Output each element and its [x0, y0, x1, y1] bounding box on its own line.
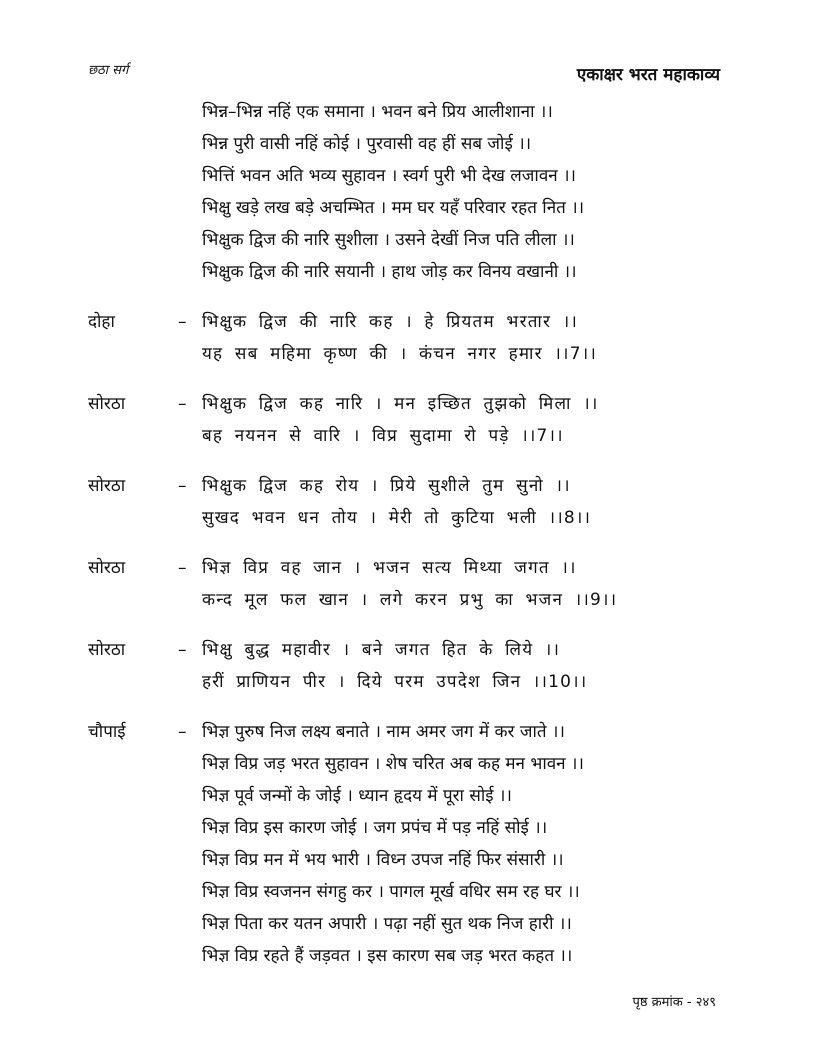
verse-line: भिज्ञ विप्र जड़ भरत सुहावन । शेष चरित अब कह मन भावन ।।: [202, 754, 584, 774]
page-number: पृष्ठ क्रमांक - २४९: [632, 995, 716, 1010]
verse-block-chaupai-continued: [88, 96, 728, 288]
verse-line: हरीं प्राणियन पीर । दिये परम उपदेश जिन ।।10।।: [202, 672, 588, 692]
verse-type-label: सोरठा: [88, 640, 126, 660]
verse-line: भिक्षुक द्विज कह नारि । मन इच्छित तुझको मिला ।।: [202, 394, 599, 414]
verse-line: भिन्न–भिन्न नहिं एक समाना । भवन बने प्रिय आलीशाना ।।: [202, 102, 553, 122]
verse-block-sortha-4: [88, 634, 728, 698]
verse-type-label: दोहा: [88, 312, 115, 332]
verse-line: भिज्ञ विप्र वह जान । भजन सत्य मिथ्या जगत ।।: [202, 558, 577, 578]
verse-type-label: सोरठा: [88, 394, 126, 414]
verse-block-sortha-2: [88, 470, 728, 534]
verse-block-chaupai: [88, 716, 728, 972]
verse-type-label: सोरठा: [88, 558, 126, 578]
verse-line: बह नयनन से वारि । विप्र सुदामा रो पड़े ।।7।।: [202, 426, 564, 446]
label-dash: –: [178, 722, 187, 742]
verse-line: भिज्ञ पिता कर यतन अपारी । पढ़ा नहीं सुत थक निज हारी ।।: [202, 914, 572, 934]
label-dash: –: [178, 394, 187, 414]
verse-line: भिन्न पुरी वासी नहिं कोई । पुरवासी वह हीं सब जोई ।।: [202, 134, 532, 154]
verse-line: भिक्षु खड़े लख बड़े अचम्भित । मम घर यहँ परिवार रहत नित ।।: [202, 198, 585, 218]
verse-block-doha: [88, 306, 728, 370]
verse-line: भिज्ञ विप्र रहते हैं जड़वत । इस कारण सब जड़ भरत कहत ।।: [202, 946, 573, 966]
verse-line: भिज्ञ विप्र स्वजनन संगहु कर । पागल मूर्ख वधिर सम रह घर ।।: [202, 882, 580, 902]
verse-type-label: सोरठा: [88, 476, 126, 496]
verse-line: कन्द मूल फल खान । लगे करन प्रभु का भजन ।।9।।: [202, 590, 618, 610]
chapter-title: छठा सर्ग: [88, 63, 129, 78]
verse-line: भित्तिं भवन अति भव्य सुहावन । स्वर्ग पुरी भी देख लजावन ।।: [202, 166, 576, 186]
label-dash: –: [178, 312, 187, 332]
verse-line: सुखद भवन धन तोय । मेरी तो कुटिया भली ।।8।।: [202, 508, 592, 528]
verse-line: भिज्ञ पूर्व जन्मों के जोई । ध्यान हृदय में पूरा सोई ।।: [202, 786, 512, 806]
verse-line: भिज्ञ विप्र इस कारण जोई । जग प्रपंच में पड़ नहिं सोई ।।: [202, 818, 548, 838]
verse-line: भिक्षु बुद्ध महावीर । बने जगत हित के लिये ।।: [202, 640, 561, 660]
book-title: एकाक्षर भरत महाकाव्य: [576, 65, 720, 85]
verse-line: भिज्ञ विप्र मन में भय भारी । विध्न उपज नहिं फिर संसारी ।।: [202, 850, 564, 870]
label-dash: –: [178, 640, 187, 660]
label-dash: –: [178, 558, 187, 578]
verse-line: यह सब महिमा कृष्ण की । कंचन नगर हमार ।।7।।: [202, 344, 597, 364]
verse-line: भिक्षुक द्विज की नारि सयानी । हाथ जोड़ कर विनय वखानी ।।: [202, 262, 577, 282]
verse-block-sortha-1: [88, 388, 728, 452]
verse-block-sortha-3: [88, 552, 728, 616]
verse-content: [88, 96, 728, 972]
verse-line: भिक्षुक द्विज कह रोय । प्रिये सुशीले तुम सुनो ।।: [202, 476, 571, 496]
verse-line: भिज्ञ पुरुष निज लक्ष्य बनाते । नाम अमर जग में कर जाते ।।: [202, 722, 565, 742]
verse-line: भिक्षुक द्विज की नारि कह । हे प्रियतम भरतार ।।: [202, 312, 579, 332]
verse-type-label: चौपाई: [88, 722, 126, 742]
verse-line: भिक्षुक द्विज की नारि सुशीला । उसने देखीं निज पति लीला ।।: [202, 230, 575, 250]
label-dash: –: [178, 476, 187, 496]
